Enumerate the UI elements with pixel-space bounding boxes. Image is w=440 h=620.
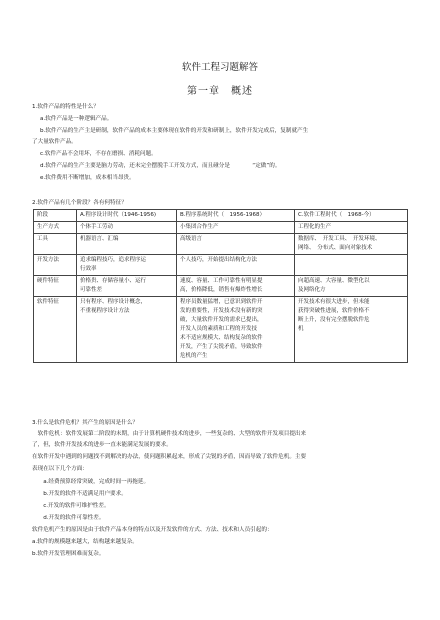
cell-text-line: 工程化的生产: [298, 224, 332, 230]
table-row: [34, 276, 408, 297]
q3-line: 软件危机产生的原因是由于软件产品本身的特点以及开发软件的方式、方法、技术和人员引起的：: [32, 527, 273, 533]
cell-text-line: 开发技术有很大进步，但未能: [298, 299, 370, 305]
cell-text-line: 发的重要性，开发技术没有新的突: [180, 308, 263, 314]
cell-text-line: 个体手工劳动: [80, 224, 114, 230]
table-header-cell: A.程序设计时代（1946-1956): [77, 210, 177, 222]
cell-text-line: 破，大量软件开发的需求已提出，: [180, 317, 263, 323]
document-title: 软件工程习题解答: [181, 62, 258, 73]
q3-line: 了，但，软件开发技术的进步一直未能满足发展的要求。: [32, 442, 172, 448]
q1-item-b-cont: 了大量软件产品。: [32, 139, 77, 145]
q3-line: b.开发的软件不适满足用户要求。: [32, 491, 127, 497]
q3-line: 表现在以下几个方面：: [32, 466, 88, 472]
q1-question: 1.软件产品的特性是什么？: [32, 104, 99, 110]
cell-text-line: 小集团合作生产: [180, 224, 219, 230]
cell-text-line: 机器语言、汇编: [80, 236, 119, 242]
row-label-cell: 生产方式: [34, 222, 77, 234]
table-cell: [77, 297, 177, 363]
table-cell: [295, 297, 408, 363]
q1-item-b: b.软件产品的生产主是研制，软件产品的成本主要体现在软件的开发和研制上，软件开发完成后，复制就产生: [40, 128, 309, 134]
table-row: [34, 222, 408, 234]
cell-text-line: 高级语言: [180, 236, 203, 242]
table-row: [34, 255, 408, 276]
cell-text-line: 追求编程技巧，追求程序运: [80, 257, 147, 263]
q1-item-e: e.软件费用不断增加，成本相当昂贵。: [40, 175, 135, 181]
table-row: [34, 234, 408, 255]
software-stage-table: [33, 209, 408, 363]
q1-item-d: d.软件产品的生产主要是脑力劳动，还未完全摆脱手工开发方式，而且碰分是 “定做”的。: [40, 163, 281, 169]
cell-text-line: 及网络化方: [298, 287, 326, 293]
row-label-cell: 工具: [34, 234, 77, 255]
q3-line: b.软件开发管理困难而复杂。: [32, 551, 105, 557]
cell-text-line: 行效率: [80, 266, 97, 272]
table-header-cell: B.程序系统时代（ 1956-1968）: [177, 210, 295, 222]
q1-item-a: a.软件产品是一种逻辑产品。: [40, 116, 113, 122]
q3-line: 3.什么是软件危机？其产生的原因是什么？: [32, 420, 139, 426]
cell-text-line: 只有程序、程序设计概念，: [80, 299, 147, 305]
table-cell: [77, 255, 177, 276]
table-cell: [177, 222, 295, 234]
cell-text-line: 术不适应规模大、结构复杂的软件: [180, 335, 263, 341]
table-header-row: [34, 210, 408, 222]
q3-line: a.经费预算经常突破，完成时间一再拖延。: [32, 479, 150, 485]
table-cell: [295, 222, 408, 234]
q1-item-c: c.软件产品不会用坏，不存在磨损、消耗问题。: [40, 151, 157, 157]
table-cell: [77, 276, 177, 297]
chapter-heading: 第一章 概述: [187, 86, 253, 97]
cell-text-line: 向超高速、大容量、微型化以: [298, 278, 370, 284]
table-header-cell: C.软件工程时代（ 1968-今）: [295, 210, 408, 222]
cell-text-line: 危机的产生: [180, 353, 208, 359]
cell-text-line: 可靠性差: [80, 287, 103, 293]
table-cell: [295, 255, 408, 276]
cell-text-line: 网络、 分布式、面向对象技术: [298, 245, 373, 251]
table-cell: [177, 234, 295, 255]
cell-text-line: 断上升，没有完全摆脱软件危: [298, 317, 370, 323]
cell-text-line: 开发人员的素质和工程的开发技: [180, 326, 258, 332]
row-label-cell: 开发方法: [34, 255, 77, 276]
cell-text-line: 机: [298, 326, 304, 332]
cell-text-line: 速度、容量、工作可靠性有明显提: [180, 278, 263, 284]
row-label-cell: 软件特征: [34, 297, 77, 363]
q3-line: c.开发的软件可维护性差。: [32, 503, 110, 509]
table-cell: [177, 255, 295, 276]
cell-text-line: 个人技巧，开始提出结构化方法: [180, 257, 258, 263]
cell-text-line: 开发，产生了尖锐矛盾，导致软件: [180, 344, 263, 350]
cell-text-line: 高，价格降低，销售有爆炸性增长: [180, 287, 263, 293]
table-header-cell: 阶段: [34, 210, 77, 222]
q3-line: a.软件的规模越来越大，结构越来越复杂。: [32, 539, 138, 545]
table-cell: [177, 276, 295, 297]
cell-text-line: 不重视程序设计方法: [80, 308, 130, 314]
cell-text-line: 程序员数量猛增，已意识到软件开: [180, 299, 263, 305]
cell-text-line: 价格贵、存储容量小、运行: [80, 278, 147, 284]
cell-text-line: 数据库、 开发工具、 开发环境、: [298, 236, 381, 242]
q3-line: 软件危机：软件发展第二阶段的末期，由于计算机硬件技术的进步，一些复杂的、大型的软件开发项目提出来: [32, 431, 307, 437]
cell-text-line: 获得突破性进展，软件价格不: [298, 308, 370, 314]
table-cell: [77, 234, 177, 255]
q3-line: d.开发的软件可靠性差。: [32, 515, 105, 521]
table-cell: [295, 234, 408, 255]
table-cell: [77, 222, 177, 234]
q2-question: 2.软件产品有几个阶段？各有何特征？: [32, 200, 127, 206]
row-label-cell: 硬件特征: [34, 276, 77, 297]
table-cell: [295, 276, 408, 297]
table-cell: [177, 297, 295, 363]
table-row: [34, 297, 408, 363]
q3-line: 在软件开发中遇到的问题找不到解决的办法，使问题积累起来，形成了尖锐的矛盾，因而导致了软件危机。主要: [32, 454, 307, 460]
